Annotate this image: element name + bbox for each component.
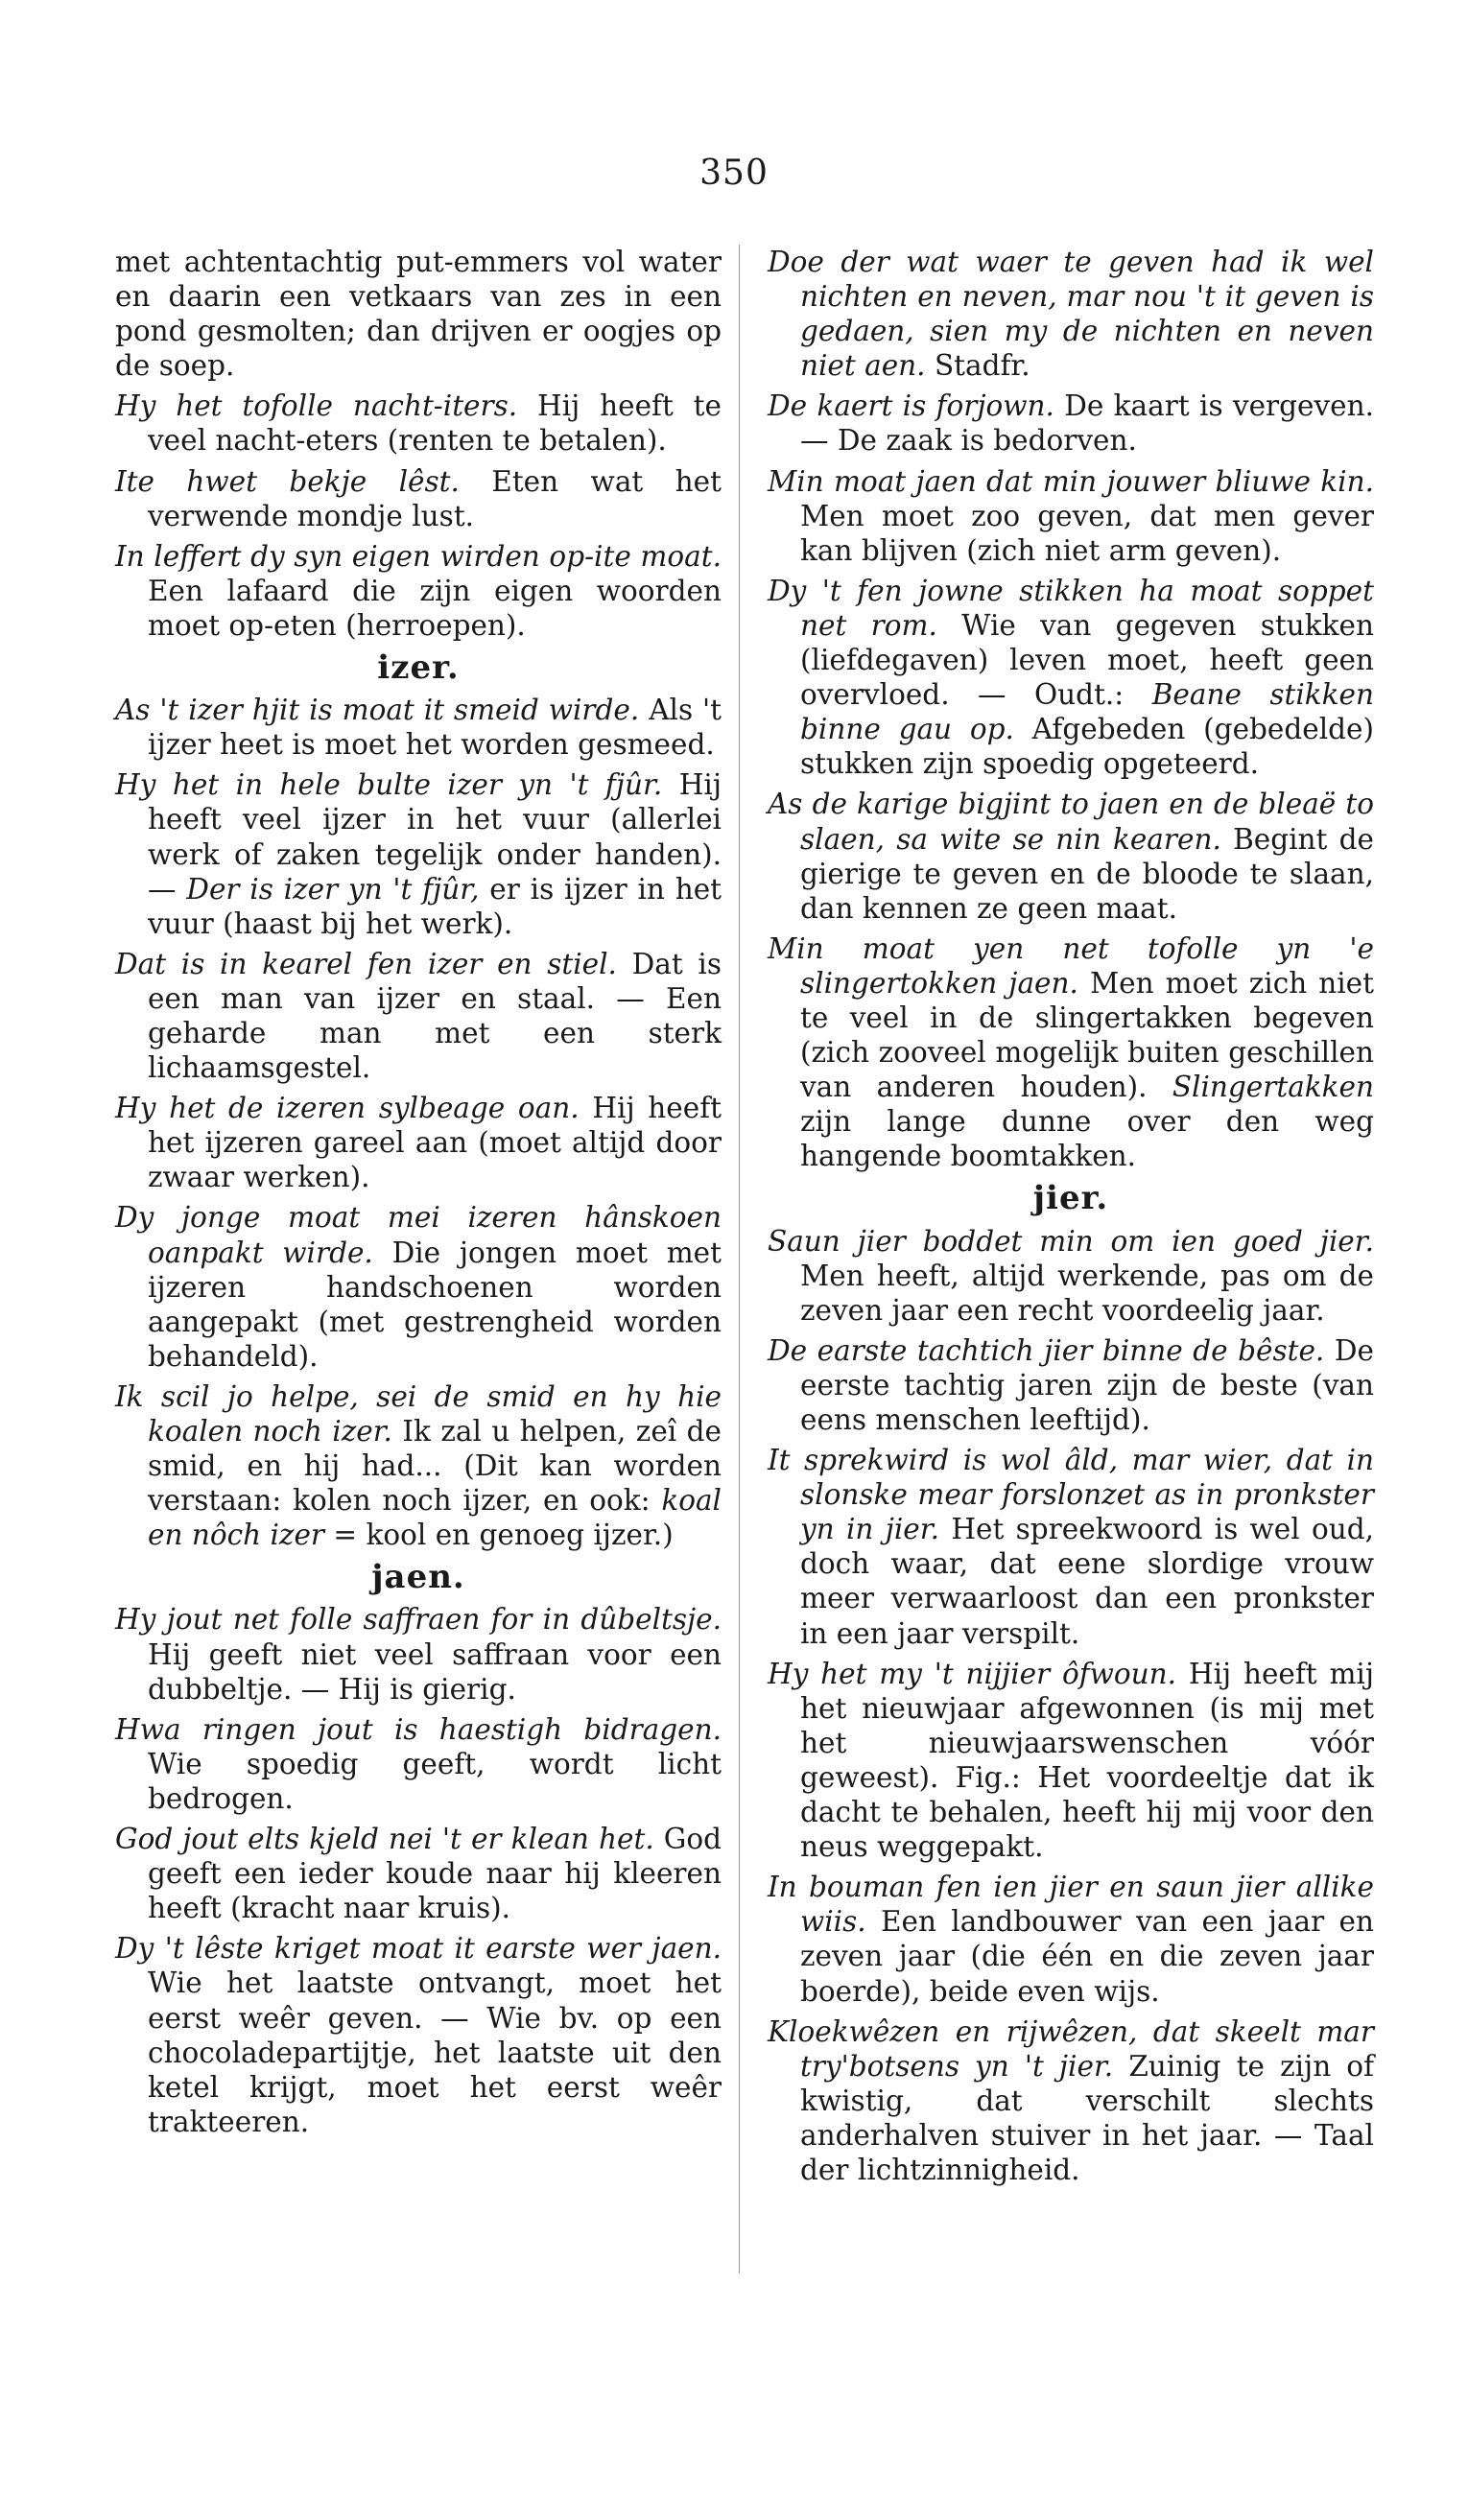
frisian-phrase: God jout elts kjeld nei 't er klean het. <box>115 1823 654 1856</box>
proverb-entry <box>115 767 722 940</box>
frisian-phrase: Dy jonge moat mei izeren hânskoen oanpakt wirde. <box>115 1201 722 1269</box>
frisian-phrase: In leffert dy syn eigen wirden op-ite moat. <box>115 539 722 573</box>
frisian-phrase: As de karige bigjint to jaen en de bleaë to slaen, sa wite se nin kearen. <box>768 788 1374 856</box>
dutch-translation: Men moet zich niet te veel in de slingertakken begeven (zich zooveel mogelijk buiten geschillen van anderen houden). <box>800 966 1374 1104</box>
proverb-entry <box>115 1931 722 2139</box>
frisian-phrase: Doe der wat waer te geven had ik wel nichten en neven, mar nou 't it geven is gedaen, sien my de nichten en neven niet aen. <box>768 246 1374 383</box>
frisian-phrase: It sprekwird is wol âld, mar wier, dat in slonske mear forslonzet as in pronkster yn in jier. <box>768 1444 1374 1546</box>
dutch-translation: Wie het laatste ontvangt, moet het eerst weêr geven. — Wie bv. op een chocoladepartijtje, het laatste uit den ketel krijgt, moet het eerst weêr trakteeren. <box>148 1967 722 2138</box>
proverb-entry <box>115 464 722 533</box>
dutch-translation: Een lafaard die zijn eigen woorden moet op-eten (herroepen). <box>148 574 722 642</box>
dutch-translation: Als 't ijzer heet is moet het worden gesmeed. <box>148 694 722 762</box>
proverb-entry <box>115 1602 722 1706</box>
frisian-phrase: De earste tachtich jier binne de bêste. <box>768 1333 1325 1367</box>
dutch-translation: Wie spoedig geeft, wordt licht bedrogen. <box>148 1747 722 1815</box>
proverb-entry <box>768 1657 1374 1865</box>
dutch-translation: = kool en genoeg ijzer.) <box>324 1519 674 1552</box>
dutch-translation: Zuinig te zijn of kwistig, dat verschilt slechts anderhalven stuiver in het jaar. — Taal der lichtzinnigheid. <box>800 2049 1374 2186</box>
dutch-translation: Hij geeft niet veel saffraan voor een dubbeltje. — Hij is gierig. <box>148 1637 722 1706</box>
proverb-entry <box>768 1443 1374 1651</box>
frisian-phrase: Hy jout net folle saffraen for in dûbeltsje. <box>115 1603 722 1637</box>
dutch-translation: Hij heeft te veel nacht-eters (renten te betalen). <box>148 389 722 458</box>
dutch-translation: God geeft een ieder koude naar hij kleeren heeft (kracht naar kruis). <box>148 1823 722 1925</box>
frisian-phrase: As 't izer hjit is moat it smeid wirde. <box>115 694 640 727</box>
section-heading: jaen. <box>371 1558 465 1597</box>
dutch-translation: er is ijzer in het vuur (haast bij het werk). <box>148 872 722 940</box>
proverb-entry <box>115 1712 722 1816</box>
dutch-translation: Ik zal u helpen, zeî de smid, en hij had... (Dit kan worden verstaan: kolen noch ijzer, en ook: <box>148 1415 722 1518</box>
section-heading: izer. <box>377 648 460 688</box>
proverb-entry <box>115 947 722 1085</box>
left-column <box>115 245 722 2145</box>
section-heading: jier. <box>1032 1179 1109 1218</box>
proverb-entry <box>115 1200 722 1373</box>
frisian-phrase: Hy het tofolle nacht-iters. <box>115 389 518 423</box>
proverb-entry <box>768 1333 1374 1437</box>
frisian-phrase: Saun jier boddet min om ien goed jier. <box>768 1224 1374 1258</box>
proverb-entry <box>768 1870 1374 2008</box>
dutch-translation: Dat is een man van ijzer en staal. — Een geharde man met een sterk lichaamsgestel. <box>148 947 722 1085</box>
proverb-entry <box>768 1224 1374 1328</box>
frisian-phrase: Kloekwêzen en rijwêzen, dat skeelt mar try'botsens yn 't jier. <box>768 2014 1374 2083</box>
proverb-entry <box>768 931 1374 1174</box>
frisian-phrase: Min moat jaen dat min jouwer bliuwe kin. <box>768 464 1374 498</box>
proverb-entry <box>115 1091 722 1194</box>
frisian-phrase: Beane stikken binne gau op. <box>800 678 1375 746</box>
frisian-phrase: Hwa ringen jout is haestigh bidragen. <box>115 1712 722 1746</box>
frisian-phrase: Hy het de izeren sylbeage oan. <box>115 1092 580 1125</box>
proverb-entry <box>115 539 722 643</box>
dutch-translation: Hij heeft veel ijzer in het vuur (allerlei werk of zaken tegelijk onder handen). — <box>148 768 722 906</box>
proverb-entry <box>115 693 722 762</box>
frisian-phrase: Hy het in hele bulte izer yn 't fjûr. <box>115 768 663 802</box>
dutch-translation: Eten wat het verwende mondje lust. <box>148 464 722 532</box>
proverb-entry <box>768 464 1374 568</box>
dutch-translation: met achtentachtig put-emmers vol water en daarin een vetkaars van zes in een pond gesmolten; dan drijven er oogjes op de soep. <box>115 246 722 383</box>
dutch-translation: Men heeft, altijd werkende, pas om de zeven jaar een recht voordeelig jaar. <box>800 1259 1374 1327</box>
frisian-phrase: In bouman fen ien jier en saun jier allike wiis. <box>768 1871 1374 1939</box>
dutch-translation: zijn lange dunne over den weg hangende boomtakken. <box>800 1105 1374 1173</box>
frisian-phrase: Ik scil jo helpe, sei de smid en hy hie koalen noch izer. <box>115 1379 722 1448</box>
proverb-entry <box>115 1379 722 1552</box>
dutch-translation: De kaart is vergeven. — De zaak is bedorven. <box>800 389 1374 458</box>
frisian-phrase: Hy het my 't nijjier ôfwoun. <box>768 1657 1177 1690</box>
column-divider <box>739 245 740 2273</box>
frisian-phrase: De kaert is forjown. <box>768 389 1054 423</box>
dutch-translation: Een landbouwer van een jaar en zeven jaar (die één en die zeven jaar boerde), beide even wijs. <box>800 1905 1374 2008</box>
proverb-entry <box>768 574 1375 782</box>
dutch-translation: Men moet zoo geven, dat men gever kan blijven (zich niet arm geven). <box>800 499 1374 567</box>
proverb-entry <box>768 787 1374 925</box>
frisian-phrase: Dat is in kearel fen izer en stiel. <box>115 947 617 980</box>
frisian-phrase: Ite hwet bekje lêst. <box>115 464 460 498</box>
dutch-translation: Hij heeft het ijzeren gareel aan (moet altijd door zwaar werken). <box>148 1092 722 1194</box>
frisian-phrase: koal en nôch izer <box>148 1484 722 1552</box>
frisian-phrase: Dy 't lêste kriget moat it earste wer jaen. <box>115 1932 722 1966</box>
continued-paragraph <box>115 245 722 383</box>
dutch-translation: Stadfr. <box>934 349 1030 383</box>
frisian-phrase: Dy 't fen jowne stikken ha moat soppet net rom. <box>768 574 1374 642</box>
proverb-entry <box>768 245 1374 383</box>
dutch-translation: Hij heeft mij het nieuwjaar afgewonnen (is mij met het nieuwjaarswenschen vóór geweest). Fig.: Het voordeeltje dat ik dacht te behalen, heeft hij mij voor den neus weggepakt. <box>800 1657 1374 1864</box>
frisian-phrase: Slingertakken <box>1172 1071 1374 1104</box>
right-column <box>768 245 1374 2193</box>
dutch-translation: Afgebeden (gebedelde) stukken zijn spoedig opgeteerd. <box>800 713 1374 781</box>
proverb-entry <box>115 389 722 458</box>
dutch-translation: Begint de gierige te geven en de bloode te slaan, dan kennen ze geen maat. <box>800 822 1374 925</box>
page-number: 350 <box>699 153 769 193</box>
proverb-entry <box>768 389 1374 458</box>
frisian-phrase: Der is izer yn 't fjûr, <box>186 872 480 906</box>
frisian-phrase: Min moat yen net tofolle yn 'e slingertokken jaen. <box>768 931 1374 1000</box>
dutch-translation: Die jongen moet met ijzeren handschoenen worden aangepakt (met gestrengheid worden behandeld). <box>148 1236 722 1373</box>
dutch-translation: Wie van gegeven stukken (liefdegaven) leven moet, heeft geen overvloed. — Oudt.: <box>800 608 1374 712</box>
proverb-entry <box>115 1822 722 1925</box>
proverb-entry <box>768 2014 1374 2187</box>
dutch-translation: De eerste tachtig jaren zijn de beste (van eens menschen leeftijd). <box>800 1333 1374 1436</box>
dutch-translation: Het spreekwoord is wel oud, doch waar, dat eene slordige vrouw meer verwaarloost dan een pronkster in een jaar verspilt. <box>800 1513 1374 1650</box>
